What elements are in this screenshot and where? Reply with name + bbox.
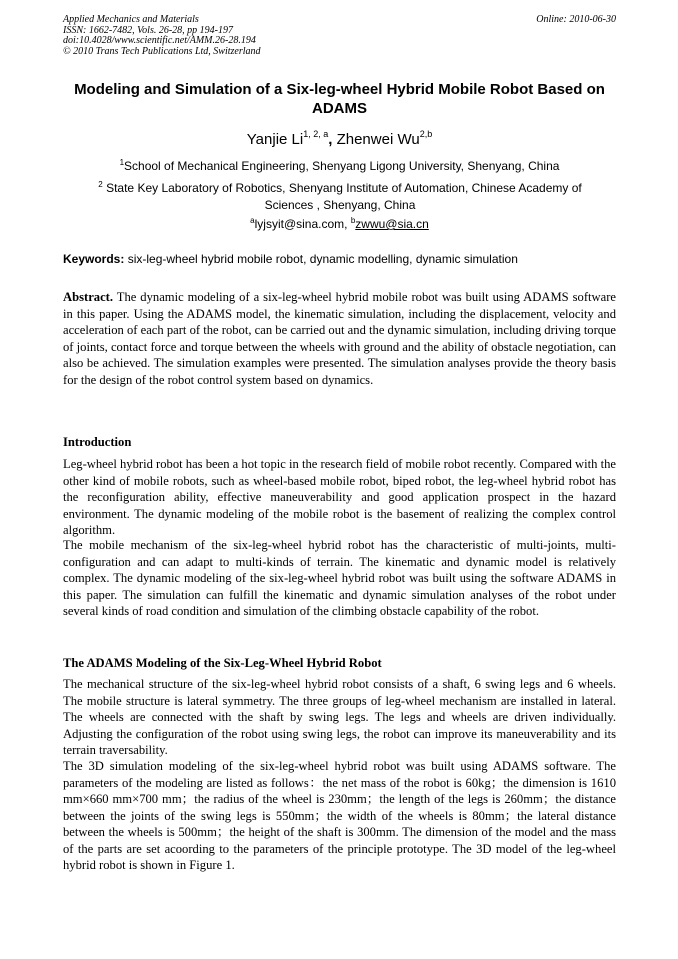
online-date: Online: 2010-06-30 <box>536 14 616 25</box>
author-separator: , <box>328 131 333 148</box>
introduction-paragraph-2: The mobile mechanism of the six-leg-wheel hybrid robot has the characteristic of multi-joints, multi-configuration and can adapt to multi-kinds of terrain. The kinematic and dynamic model is relatively complex. The dynamic modeling of the six-leg-wheel hybrid robot was built using the software ADAMS in this paper. The simulation can fulfill the kinematic and dynamic simulation analyses of the robot under several kinds of road condition and simulation of the climbing obstacle capability of the robot. <box>63 538 616 618</box>
email-a[interactable]: lyjsyit@sina.com, <box>254 217 351 231</box>
journal-name: Applied Mechanics and Materials <box>63 14 199 25</box>
email-a-mark: a <box>250 216 255 225</box>
keywords-text: six-leg-wheel hybrid mobile robot, dynamic modelling, dynamic simulation <box>124 252 518 266</box>
journal-copyright: © 2010 Trans Tech Publications Ltd, Switzerland <box>63 45 261 57</box>
email-line <box>63 216 616 233</box>
journal-doi: doi:10.4028/www.scientific.net/AMM.26-28.194 <box>63 35 256 47</box>
author-1: Yanjie Li <box>246 131 304 148</box>
abstract-label: Abstract. <box>63 290 114 304</box>
keywords <box>63 251 616 268</box>
affiliation-1 <box>63 158 616 175</box>
email-b-mark: b <box>350 216 356 225</box>
author-line <box>63 131 616 149</box>
adams-paragraph-1: The mechanical structure of the six-leg-wheel hybrid robot consists of a shaft, 6 swing legs and 6 wheels. The mobile structure is lateral symmetry. The three groups of leg-wheel mechanism are installed in lateral. The wheels are connected with the shaft by swing legs. The legs and wheels are driven individually. Adjusting the configuration of the robot using swing legs, the robot can improve its maneuverability and its terrain traversability. <box>63 677 616 757</box>
author-2: Zhenwei Wu <box>332 131 420 148</box>
affiliation-1-mark: 1 <box>119 158 125 167</box>
author-1-affil-mark: 1, 2, a <box>303 129 329 139</box>
affiliation-2-mark: 2 <box>98 180 103 189</box>
abstract <box>63 289 616 388</box>
introduction-paragraph-1: Leg-wheel hybrid robot has been a hot topic in the research field of mobile robot recently. Compared with the other kind of mobile robots, such as wheel-based mobile robot, biped robot, the leg-wheel hybrid robot has the reconfiguration ability, effective maneuverability and good application prospect in the hazard environment. The dynamic modeling of the mobile robot is the basement of realizing the complex control algorithm. <box>63 457 616 537</box>
author-2-affil-mark: 2,b <box>419 129 433 139</box>
adams-section-heading: The ADAMS Modeling of the Six-Leg-Wheel Hybrid Robot <box>63 656 382 670</box>
abstract-text: The dynamic modeling of a six-leg-wheel hybrid mobile robot was built using ADAMS software in this paper. Using the ADAMS model, the kinematic simulation, including the displacement, velocity and acceleration of each part of the robot, can be carried out and the dynamic simulation, including driving torque of joints, contact force and torque between the wheels with ground and the ability of obstacle negotiation, can also be achieved. The simulation examples were presented. The simulation analyses provide the theory basis for the design of the robot control system based on dynamics. <box>63 290 616 387</box>
introduction-heading: Introduction <box>63 435 132 449</box>
affiliation-2-text: State Key Laboratory of Robotics, Shenyang Institute of Automation, Chinese Academy of Sciences , Shenyang, China <box>102 181 582 212</box>
affiliation-2 <box>80 180 600 214</box>
keywords-label: Keywords: <box>63 252 125 266</box>
affiliation-1-text: School of Mechanical Engineering, Shenyang Ligong University, Shenyang, China <box>124 159 560 173</box>
adams-paragraph-2: The 3D simulation modeling of the six-leg-wheel hybrid robot was built using ADAMS software. The parameters of the modeling are listed as follows：the net mass of the robot is 60kg；the dimension is 1610 mm×660 mm×700 mm；the radius of the wheel is 230mm；the length of the legs is 260mm；the distance between the joints of the swing legs is 550mm；the width of the wheels is 80mm；the lateral distance between the wheels is 500mm；the height of the shaft is 300mm. The dimension of the model and the mass of the parts are set acoording to the parameters of the principle prototype. The 3D model of the leg-wheel hybrid robot is shown in Figure 1. <box>63 759 616 872</box>
email-b-link[interactable]: zwwu@sia.cn <box>355 217 429 231</box>
journal-issn: ISSN: 1662-7482, Vols. 26-28, pp 194-197 <box>63 24 233 36</box>
journal-header <box>63 15 616 57</box>
paper-title: Modeling and Simulation of a Six-leg-wheel Hybrid Mobile Robot Based on ADAMS <box>74 81 605 117</box>
